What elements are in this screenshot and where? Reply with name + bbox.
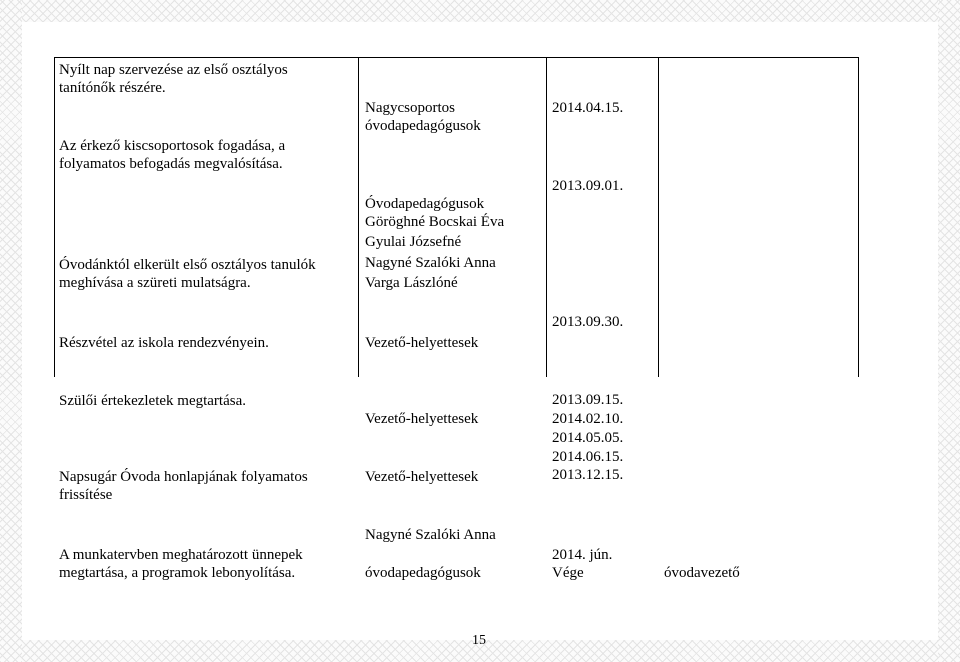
table-left-border: [54, 57, 55, 377]
responsible-5: Vezető-helyettesek: [365, 469, 479, 485]
task-invitation-line2: meghívása a szüreti mulatságra.: [59, 275, 251, 291]
responsible-1-line1: Nagycsoportos: [365, 100, 455, 116]
responsible-4: Vezető-helyettesek: [365, 411, 479, 427]
deadline-3: 2013.09.30.: [552, 314, 624, 330]
page-number: 15: [472, 633, 486, 648]
column-divider-2: [546, 57, 547, 377]
task-website-line2: frissítése: [59, 487, 113, 503]
table-top-border: [54, 57, 859, 58]
responsible-2-line1: Óvodapedagógusok: [365, 196, 485, 212]
responsible-head: óvodavezető: [664, 565, 740, 581]
deadline-5: 2013.12.15.: [552, 467, 624, 483]
column-divider-1: [358, 57, 359, 377]
responsible-1-line2: óvodapedagógusok: [365, 118, 481, 134]
task-invitation-line1: Óvodánktól elkerült első osztályos tanulók: [59, 257, 316, 273]
responsible-3: Vezető-helyettesek: [365, 335, 479, 351]
task-celebrations-line2: megtartása, a programok lebonyolítása.: [59, 565, 296, 581]
task-celebrations-line1: A munkatervben meghatározott ünnepek: [59, 547, 303, 563]
deadline-2: 2013.09.01.: [552, 178, 624, 194]
responsible-6-line2: óvodapedagógusok: [365, 565, 481, 581]
responsible-2-line4: Nagyné Szalóki Anna: [365, 255, 496, 271]
responsible-2-line5: Varga Lászlóné: [365, 275, 458, 291]
deadline-4c: 2014.05.05.: [552, 430, 624, 446]
task-parent-meetings: Szülői értekezletek megtartása.: [59, 393, 246, 409]
responsible-2-line2: Göröghné Bocskai Éva: [365, 214, 505, 230]
task-reception-line1: Az érkező kiscsoportosok fogadása, a: [59, 138, 286, 154]
border-right: [938, 0, 960, 662]
responsible-2-line3: Gyulai Józsefné: [365, 234, 462, 250]
task-open-day-line1: Nyílt nap szervezése az első osztályos: [59, 62, 288, 78]
deadline-4d: 2014.06.15.: [552, 449, 624, 465]
task-reception-line2: folyamatos befogadás megvalósítása.: [59, 156, 283, 172]
responsible-6-line1: Nagyné Szalóki Anna: [365, 527, 496, 543]
deadline-6-line2: Vége: [552, 565, 584, 581]
task-open-day-line2: tanítónők részére.: [59, 80, 166, 96]
deadline-6-line1: 2014. jún.: [552, 547, 613, 563]
task-website-line1: Napsugár Óvoda honlapjának folyamatos: [59, 469, 308, 485]
border-top: [0, 0, 960, 22]
border-left: [0, 0, 22, 662]
deadline-1: 2014.04.15.: [552, 100, 624, 116]
deadline-4b: 2014.02.10.: [552, 411, 624, 427]
column-divider-3: [658, 57, 659, 377]
table-right-border: [858, 57, 859, 377]
deadline-4a: 2013.09.15.: [552, 392, 624, 408]
task-school-events: Részvétel az iskola rendezvényein.: [59, 335, 269, 351]
